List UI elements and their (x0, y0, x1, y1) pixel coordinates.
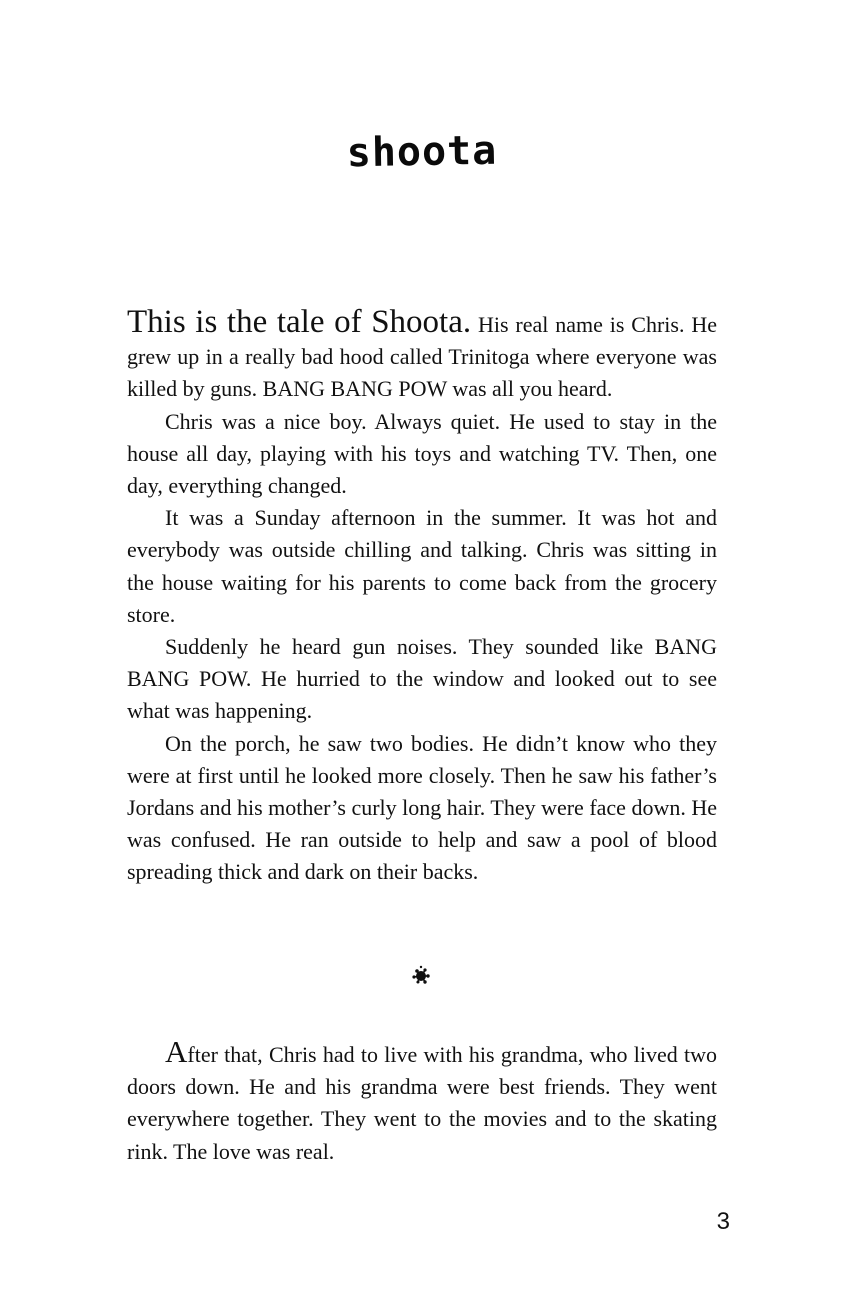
paragraph-3: It was a Sunday afternoon in the summer. It was hot and everybody was outside chilling and talking. Chris was sitting in the house waiting for his parents to come back from the grocery store. (127, 505, 717, 627)
lead-in-text: This is the tale of Shoota. (127, 304, 472, 340)
section-two-paragraph (127, 1036, 717, 1168)
paragraph-4: Suddenly he heard gun noises. They sounded like BANG BANG POW. He hurried to the window and looked out to see what was happening. (127, 634, 717, 724)
splat-ornament-icon (410, 964, 432, 986)
paragraph-1 (127, 306, 717, 406)
initial-letter: A (165, 1034, 188, 1069)
section-two-text: fter that, Chris had to live with his grandma, who lived two doors down. He and his grandma were best friends. They went everywhere together. They went to the movies and to the skating rink. The love was real. (127, 1042, 717, 1164)
section-one (127, 306, 717, 889)
paragraph-1-text: His real name is Chris. He grew up in a really bad hood called Trinitoga where everyone was killed by guns. BANG BANG POW was all you heard. (127, 312, 717, 402)
page-number: 3 (716, 1208, 730, 1235)
section-two (127, 1036, 717, 1168)
paragraph-5: On the porch, he saw two bodies. He didn’t know who they were at first until he looked more closely. Then he saw his father’s Jordans and his mother’s curly long hair. They were face down. He was confused. He ran outside to help and saw a pool of blood spreading thick and dark on their backs. (127, 730, 717, 885)
paragraph-2: Chris was a nice boy. Always quiet. He used to stay in the house all day, playing with his toys and watching TV. Then, one day, everything changed. (127, 408, 717, 499)
chapter-title: shoota (346, 127, 498, 177)
